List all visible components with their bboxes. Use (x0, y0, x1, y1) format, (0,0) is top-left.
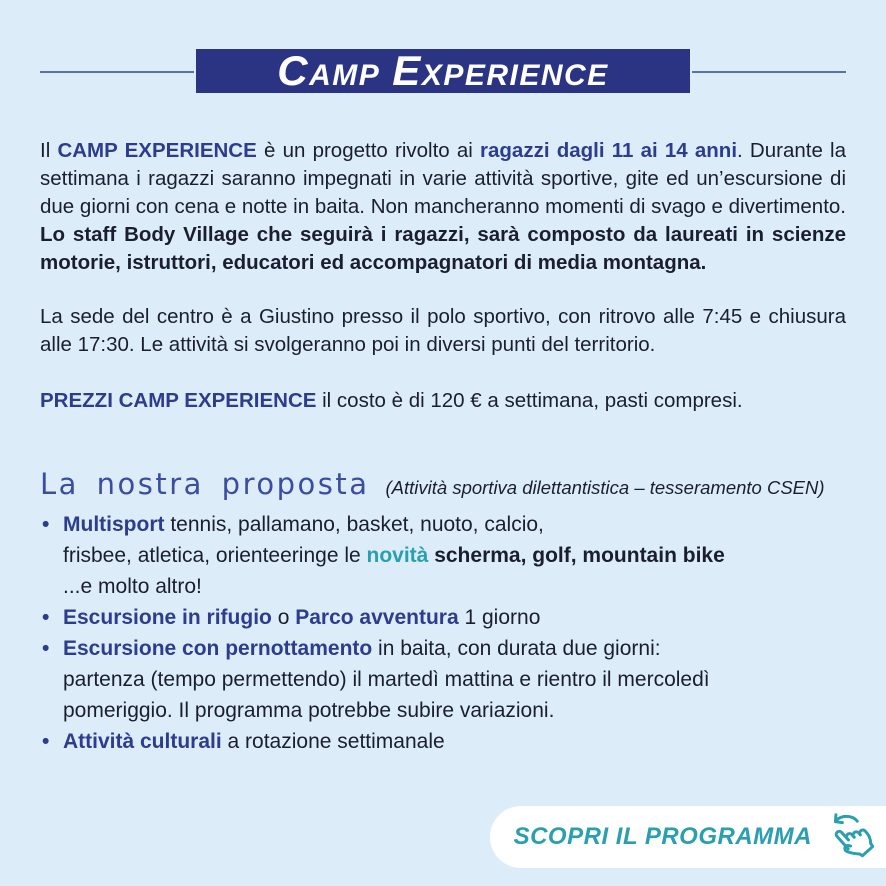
text-segment: PREZZI CAMP EXPERIENCE (40, 389, 317, 412)
text-segment: ...e molto altro! (63, 575, 202, 598)
title-banner (194, 47, 692, 95)
intro-paragraph-1 (40, 137, 846, 277)
list-item-line (63, 633, 846, 664)
text-segment: scherma, golf, mountain bike (434, 544, 725, 567)
text-segment: è un progetto rivolto ai (256, 139, 481, 162)
list-item-line (63, 726, 846, 757)
bullet-marker: • (42, 513, 50, 536)
intro-paragraph-2 (40, 303, 846, 359)
text-segment: ragazzi dagli 11 ai 14 anni (480, 139, 738, 162)
text-segment: tennis, pallamano, basket, nuoto, calcio, (164, 513, 544, 536)
text-segment: 1 giorno (458, 606, 541, 629)
price-paragraph (40, 387, 846, 415)
list-item (40, 633, 846, 726)
text-segment: . Durante la settimana i ragazzi saranno impegnati in varie attività sportive, gite ed un’escursione di due giorni con cena e notte in baita. Non mancheranno momenti di svago e divertimento. (40, 139, 846, 218)
text-segment: il costo è di 120 € a settimana, pasti compresi. (316, 389, 743, 412)
list-item-line (63, 571, 846, 602)
list-item (40, 726, 846, 757)
text-segment: frisbee, atletica, orienteeringe le (63, 544, 367, 567)
text-segment: Parco avventura (295, 606, 459, 629)
text-segment: CAMP EXPERIENCE (57, 139, 257, 162)
text-segment: La sede del centro è a Giustino presso il polo sportivo, con ritrovo alle 7:45 e chiusura alle 17:30. Le attività si svolgeranno poi in diversi punti del territorio. (40, 305, 846, 356)
header (0, 0, 886, 95)
list-item (40, 602, 846, 633)
bullet-marker: • (42, 606, 50, 629)
list-item-line (63, 540, 846, 571)
title-initial: C (277, 47, 310, 94)
list-item-line (63, 664, 846, 695)
list-item-line (63, 602, 846, 633)
text-segment: o (271, 606, 296, 629)
cta-label: SCOPRI IL PROGRAMMA (513, 823, 812, 850)
proposal-subtitle: (Attività sportiva dilettantistica – tesseramento CSEN) (385, 477, 825, 498)
list-item (40, 509, 846, 602)
tap-hand-icon (822, 811, 874, 863)
content (0, 137, 886, 757)
proposal-list (40, 509, 846, 757)
text-segment: partenza (tempo permettendo) il martedì mattina e rientro il mercoledì (63, 668, 710, 691)
text-segment: Attività culturali (63, 730, 222, 753)
text-segment: Multisport (63, 513, 165, 536)
title-initial: E (392, 47, 422, 94)
text-segment: Il (40, 139, 58, 162)
text-segment: Escursione con pernottamento (63, 637, 373, 660)
text-segment: a rotazione settimanale (221, 730, 445, 753)
text-segment: pomeriggio. Il programma potrebbe subire variazioni. (63, 699, 555, 722)
list-item-line (63, 695, 846, 726)
page-title (277, 47, 609, 94)
list-item-line (63, 509, 846, 540)
title-rest: AMP (309, 59, 381, 92)
cta-button[interactable] (490, 806, 886, 868)
title-rest: XPERIENCE (421, 59, 609, 92)
text-segment: Lo staff Body Village che seguirà i ragazzi, sarà composto da laureati in scienze motorie, istruttori, educatori ed accompagnatori di media montagna. (40, 223, 846, 274)
proposal-heading: La nostra proposta (40, 467, 370, 501)
text-segment: Escursione in rifugio (63, 606, 272, 629)
bullet-marker: • (42, 637, 50, 660)
text-segment: in baita, con durata due giorni: (372, 637, 661, 660)
text-segment: novità (366, 544, 429, 567)
bullet-marker: • (42, 730, 50, 753)
proposal-heading-row (40, 467, 846, 501)
